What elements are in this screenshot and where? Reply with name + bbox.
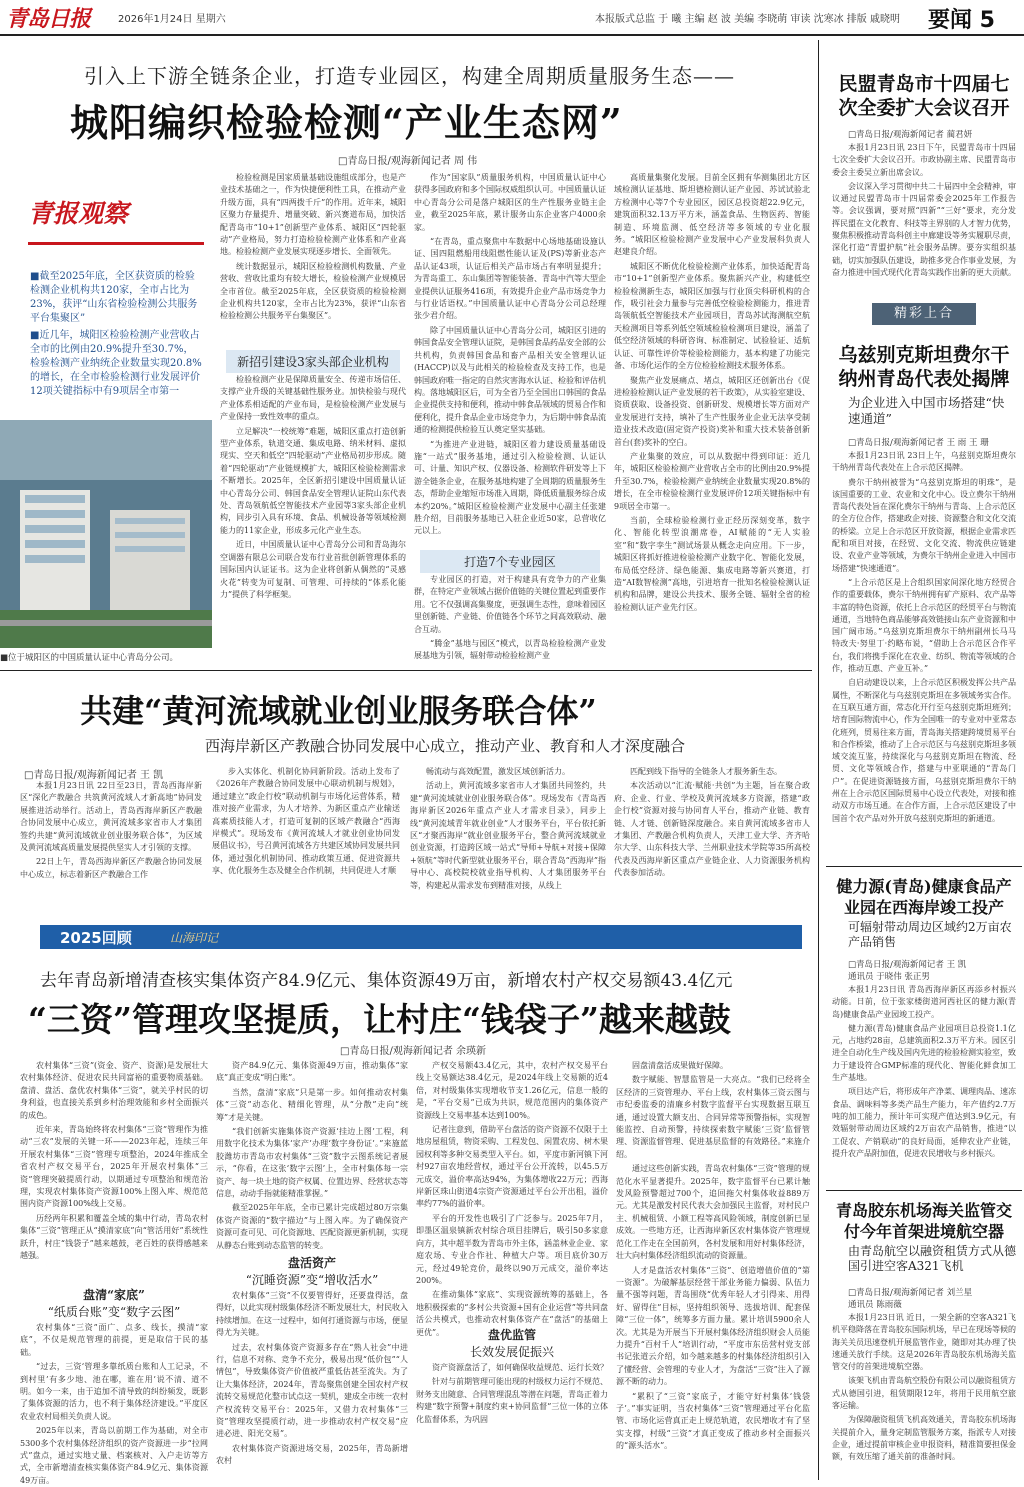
subhead-line: 盘活资产 xyxy=(287,1256,336,1270)
paragraph: 资产84.9亿元、集体资源49万亩，推动集体“家底”真正变成“明白账”。 xyxy=(216,1061,408,1083)
review-kicker: 去年青岛新增清查核实集体资产84.9亿元、集体资源49万亩，新增农村产权交易额43.4亿元 xyxy=(40,971,733,991)
sidebar-story-3-byline: □青岛日报/观海新闻记者 王 凯 通讯员 于晓伟 张正男 xyxy=(848,960,967,982)
sidebar-story-2-title: 乌兹别克斯坦费尔干纳州青岛代表处揭牌 xyxy=(838,344,1010,390)
lead-headline: 城阳编织检验检测“产业生态网” xyxy=(70,100,623,145)
review-column-1 xyxy=(20,1060,208,1280)
paragraph: 畅流动与高效配置，激发区域创新活力。 xyxy=(426,767,570,776)
paragraph: 项目达产后，将形成年产净菜、调理肉品、速冻食品、调味料等多类产品生产能力，年产值约2.7万吨的加工能力，预计年可实现产值达到3.9亿元，有效辐射带动周边区域约2万亩农产品销售，推进“以工促农、产销联动”的良好局面，延伸农业产业链，提升农产品附加值，促进农民增收与乡村振兴。 xyxy=(832,1087,1016,1158)
observation-label-box xyxy=(28,194,204,240)
lead-photo xyxy=(0,420,212,648)
paragraph: 数字赋能、智慧监管是一大亮点。“我们已经将全区经济的三资管理办、平台上线，农村集体三资云图与市纪委监委的清廉乡村数字监督平台实现数据互联互通，通过设置大额支出、合同异常等预警指标，实现智能监控、自动预警，持续探索数字赋能‘三资’监督管理、资源监督管理、促进基层监督的有效路径。”来施介绍。 xyxy=(616,1075,810,1159)
paragraph: 产业集聚的效应，可以从数据中得到印证：近几年，城阳区检验检测产业营收占全市的比例由20.9%提升至30.7%，检验检测产业纳统企业数量实现20.8%的增长，在全市检验检测行业发展评价12项关键指标中有9项居全市第一。 xyxy=(614,451,810,511)
review-subhead-3 xyxy=(416,1326,608,1360)
paragraph: 当前，全球检验检测行业正经历深刻变革，数字化、智能化转型浪潮席卷，AI赋能的“无人实验室”和“数字孪生”测试场景从概念走向应用。下一步，城阳区将抓好推进检验检测产业数字化、智能化发展，布局低空经济、绿色能源、集成电路等新兴赛道，打造“AI数智检测”高地，引进培育一批知名检验检测认证机构和品牌，建设公共技术、服务全链、辐射全省的检验检测认证产业先行区。 xyxy=(614,515,810,612)
lead-byline: □青岛日报/观海新闻记者 周 伟 xyxy=(338,156,478,167)
paragraph: 本报1月23日讯 青岛西海岸新区再添乡村振兴动能。日前，位于张家楼街道河西社区的健力源(青岛)健康食品产业园竣工投产。 xyxy=(832,985,1016,1019)
paragraph: “腾金”基地与园区”模式，以青岛检验检测产业发展基地为引领，辐射带动检验检测产业 xyxy=(414,639,606,661)
paragraph: 22日上午，青岛西海岸新区产教融合协同发展中心成立，标志着新区产教融合工作 xyxy=(20,857,202,879)
review-subhead-2 xyxy=(216,1254,408,1288)
sidebar-story-2-body xyxy=(832,450,1016,862)
review-byline: □青岛日报/观海新闻记者 余瑛新 xyxy=(340,1046,486,1057)
jingcai-label: 精彩上合 xyxy=(872,303,976,325)
lead-column-2 xyxy=(414,172,606,544)
lead-column-3 xyxy=(614,172,810,664)
paragraph: 记者注意到，借助平台盘活的资产资源不仅限于土地房屋租赁，物资采购、工程发包、闲置农房、树木果园权利等多种交易类型入平台。如，平度市新河镇下河村927亩农地经营权，通过平台公开流转，以45.5万元成交，溢价率高达94%，为集体增收22万元；西海岸新区珠山街道4宗资产资源通过平台公开出租，溢价率约77%的溢价率。 xyxy=(416,1125,608,1209)
paragraph: 在推动集体“家底”、实现资源统筹的基础上，各地积极探索的“多村公共资源+国有企业运营”等共同盘活公共模式，也推动农村集体资产在“盘活”的基础上更优”。 xyxy=(416,1290,608,1337)
paragraph: “我们创新实施集体资产资源‘挂边上图’工程，利用数字化技术为集体‘家产’办理‘数字身份证’。”来施蓝胶潍坊市青岛市农村集体“三资”数字云图系统记者展示，“你看，在这张‘数字云图’上，全市村集体每一宗资产、每一块土地的资产权属、位置边界、经营状态等信息，动动手指就能精准掌握。” xyxy=(216,1127,408,1199)
lead-column-1 xyxy=(220,172,406,348)
paragraph: 农村集体资产资源进场交易，2025年，青岛新增农村 xyxy=(216,1443,408,1466)
observation-rule xyxy=(28,242,204,245)
paragraph: 过去，农村集体资产资源多存在“熟人社会”中进行，信息不对称、竞争不充分，极易出现“低价包”“人情包”，导致集体资产价值被严重低估甚至流失。为了让大集体经济，2024年，青岛聚焦创建全国农村产权流转交易规范化整市试点这一契机，建成全市统一农村产权流转交易平台：2025年，又借力农村集体“三资”管理攻坚提质行动，进一步推动农村产权交易“应进必进、阳光交易”。 xyxy=(216,1342,408,1439)
key-stat: ■近几年，城阳区检验检测产业营收占全市的比例由20.9%提升至30.7%，检验检测产业纳统企业数量实现20.8%的增长，在全市检验检测行业发展评价12项关键指标中有9项居全市第一 xyxy=(30,330,202,397)
paragraph: 专业园区的打造，对于构建具有竞争力的产业集群，在特定产业领域占据价值链的关键位置起到重要作用。它不仅强调高集聚度，更强调生态性，意味着园区里创新链、产业链、价值链各个环节之间高效联动、融合互动。 xyxy=(414,575,606,634)
sidebar-story-1-body xyxy=(832,142,1016,292)
sidebar-story-3-body xyxy=(832,984,1016,1160)
sidebar-rule xyxy=(826,1190,1022,1191)
lead-column-2b xyxy=(414,574,606,664)
sidebar-story-4-subtitle: 由青岛航空以融资租赁方式从德国引进空客A321飞机 xyxy=(848,1244,1017,1273)
paragraph: 2025年以来，青岛以前期工作为基础，对全市5300多个农村集体经济组织的资产资源进一步“拉网式”盘点，通过实地丈量、档案核对、入户走访等方式，全市新增清查核实集体资产84.9亿元、集体资源49万亩。 xyxy=(20,1426,208,1485)
review-column-2 xyxy=(216,1060,408,1248)
paragraph: 除了中国质量认证中心青岛分公司，城阳区引进的韩国食品安全管理认证院，是韩国食品药品安全部的公共机构，负责韩国食品和畜产品相关安全管理认证(HACCP)以及与此相关的检验检查及支持工作，也是韩国政府唯一指定的自然灾害海水认证、检验和评估机构。落地城阳区后，可为全省乃至全国出口韩国的食品企业提供支持和便利，推动中韩食品领域的贸易合作和便利化，提升食品企业市场竞争力，为后期中韩食品流通的检测提供检验互认奠定坚实基础。 xyxy=(414,325,606,435)
paragraph: 聚焦产业发展痛点、堵点，城阳区还创新出台《促进检验检测认证产业发展的若干政策》，从实验室建设、资质获取、设备投资、创新研发、规模增长等方面对产业发展进行支持，填补了生产性服务业企业无法享受制造业技术改造(固定资产投资)奖补和重大技术装备创新首台(套)奖补的空白。 xyxy=(614,375,810,447)
paragraph: 本次活动以“汇流·赋能·共创”为主题，旨在聚合政府、企业、行业、学校及黄河流域多方资源，搭建“政企行校”资源对接与协同育人平台，推动产业链、教育链、人才链、创新链深度融合。来自黄河流域多省市人才集团、产教融合机构负责人，天津工业大学、齐齐哈尔大学、山东科技大学、兰州职业技术学院等35所高校代表及西海岸新区重点产业链企业、人力资源服务机构代表参加活动。 xyxy=(614,781,810,878)
issue-date: 2026年1月24日 星期六 xyxy=(118,14,226,25)
paragraph: 立足解决“一校统筹”难题，城阳区重点打造创新型产业体系，轨道交通、集成电路、纳米材料、虚拟现实、空天和低空“四轮驱动”产业格局初步形成。随着“四轮驱动”产业链规模扩大，城阳区检验检测需求不断增长。2025年，全区新招引建设中国质量认证中心青岛分公司、韩国食品安全管理认证院山东代表处、青岛领航低空智能技术产业园等3家头部企业机构，同步引入具有环境、食品、机械设备等领域检测能力的11家企业，形成多元化产业生态。 xyxy=(220,426,406,535)
subhead-line: 长效发展促振兴 xyxy=(469,1345,554,1359)
sidebar-story-3-subtitle: 可辐射带动周边区域约2万亩农产品销售 xyxy=(848,920,1012,949)
sidebar-rule xyxy=(826,866,1022,867)
review-headline: “三资”管理攻坚提质，让村庄“钱袋子”越来越鼓 xyxy=(28,1000,731,1039)
sidebar-story-2-byline: □青岛日报/观海新闻记者 王 雨 王 珊 xyxy=(848,438,989,448)
paragraph: 本报1月23日讯 22日至23日，青岛西海岸新区“深化产教融合 共筑黄河流域人才新高地”协同发展推进活动举行。活动上，青岛西海岸新区产教融合协同发展中心成立，黄河流域多家省市人才集团签约共建“黄河流域就业创业服务联合体”，为区域及黄河流域高质量发展提供坚实人才引领的支撑。 xyxy=(20,781,202,853)
review-column-1b xyxy=(20,1322,208,1485)
review-column-4 xyxy=(616,1060,810,1478)
paragraph: 近年来，青岛始终将农村集体“三资”管理作为推动“三农”发展的关键一环——2023年起，连续三年开展农村集体“三资”管理专项整治，2024年推成全省农村产权交易平台，2025年开展农村集体“三资”管理突破提质行动，以期通过专项整治和规范治理，实现农村集体资产资源100%上图入库、规范范围内资产资源100%线上交易。 xyxy=(20,1125,208,1209)
staff-credits: 本报版式总监 于 曦 主编 赵 波 美编 李晓萌 审读 沈寒冰 排版 戚晓明 xyxy=(595,14,900,25)
review-tag-secondary: 山海印记 xyxy=(170,931,219,945)
review-subhead-1 xyxy=(20,1286,208,1320)
paragraph: 农村集体“三资”(资金、资产、资源)是发展壮大农村集体经济、促进农民共同富裕的重要物质基础。盘清、盘活、盘优农村集体“三资”，就关乎村民的切身利益，也直接关系到乡村治理效能和乡村全面振兴的成色。 xyxy=(20,1061,208,1120)
paragraph: “上合示范区是上合组织国家间深化地方经贸合作的重要载体，费尔干纳州拥有矿产原料、农产品等丰富的特色资源，依托上合示范区的经贸平台与物流通道，当地特色商品能够高效链接山东产业资源和中国广阔市场。”乌兹别克斯坦费尔干纳州副州长马马特改夫·努里丁·约略布说，“借助上合示范区合作平台，我们将携手深化在农业、纺织、物流等领域的合作，推动互惠、产业互补。” xyxy=(832,577,1016,674)
paragraph: 本报1月23日讯 近日，一架全新的空客A321飞机平稳降落在青岛胶东国际机场，早已在现场等候的海关关员迅速登机开展监管作业，随即对其办理了快速通关放行手续。这是2026年青岛胶东机场海关监管交付的首架进境航空器。 xyxy=(832,1313,1016,1372)
paragraph: 匹配到线下指导的全链条人才服务新生态。 xyxy=(630,767,782,776)
paragraph: 统计数据显示，城阳区检验检测机构数量、产业营收、营收比重均有较大增长，检验检测产业规模居全市首位。截至2025年底，全区获资质的检验检测企业机构共120家，全市占比为23%，获评“山东省检验检测公共服务平台集聚区”。 xyxy=(220,261,406,321)
sidebar-story-4-title: 青岛胶东机场海关监管交付今年首架进境航空器 xyxy=(835,1201,1012,1241)
paragraph: 针对与前期管理可能出现的村级权力运行不规范、财务支出随意、合同管理混乱等潜在问题，青岛正着力构建“数字预警+制度约束+协同监督”三位一体的立体化监督体系，为巩固 xyxy=(416,1377,608,1424)
paragraph: “累积了“三资”家底子，才能守好村集体‘钱袋子’。”事实证明，当农村集体“三资”管理通过平台化监管、市场化运营真正走上规范轨道，农民增收才有了坚实支撑，村级“三资”才真正变成了推动乡村全面振兴的“源头活水”。 xyxy=(616,1391,810,1451)
paragraph: 农村集体“三资”不仅要管得好，还要盘得活，盘得好，以此实现村级集体经济不断发展壮大，村民收入持续增加。在这一过程中，如何打通资源与市场，便显得尤为关键。 xyxy=(216,1291,408,1338)
sidebar-story-4-byline: □青岛日报/观海新闻记者 刘兰星 通讯员 陈雨薇 xyxy=(848,1288,973,1310)
review-banner xyxy=(40,925,802,949)
story2-column-1 xyxy=(20,780,202,910)
paragraph: 当然，盘清“家底”只是第一步。如何推动农村集体“三资”动态化、精细化管理，从“分散”走向“统筹”才是关键。 xyxy=(216,1087,408,1122)
paragraph: 平台的开发性也吸引了广泛参与。2025年7月，即墨区温泉镇新农村综合项目挂牌后，吸引50多家意向方，其中超半数为青岛市外主体，涵盖林业企业、家庭农场、专业合作社、种植大户等。项目底价30万元，经过49轮竞价，最终以90万元成交，溢价率达200%。 xyxy=(416,1213,608,1285)
paragraph: 近日，中国质量认证中心青岛分公司和青岛海尔空调器有限总公司联合发布行业首批创新管理体系的国际国内认证证书。这为企业将创新从偶然的“灵感火花”转变为可复制、可管理、可持续的“体系化能力”提供了科学框架。 xyxy=(220,540,406,599)
review-column-3b xyxy=(416,1362,608,1478)
paragraph: 本报1月23日讯 23日上午，乌兹别克斯坦费尔干纳州青岛代表处在上合示范区揭牌。 xyxy=(832,451,1016,473)
paragraph: 会议深入学习贯彻中共二十届四中全会精神，审议通过民盟青岛市十四届常委会2025年工作报告等。会议强调，要对照“四新”“三好”要求，充分发挥民盟在文化教育、科技等主界别的人才智力优势，聚焦积极推动青岛科创主中廊建设等务实履职尽责，深化打造“青盟护航”社会服务品牌。要夯实组织基础，切实加强队伍建设，助推多党合作事业发展，为奋力推进中国式现代化青岛实践作出新的更大贡献。 xyxy=(832,181,1016,277)
page-section: 要闻 5 xyxy=(928,8,995,33)
lead-subhead-1: 新招引建设3家头部企业机构 xyxy=(226,350,400,373)
paragraph: 健力源(青岛)健康食品产业园项目总投资1.1亿元，占地约28亩，总建筑面积2.3万平方米。园区引进全自动化生产线及国内先进的检验检测实验室，致力于建设符合GMP标准的现代化、智能化鲜食加工生产基地。 xyxy=(832,1023,1016,1083)
paragraph: 为保障融资租赁飞机高效通关，青岛胶东机场海关提前介入，量身定制监管服务方案，指派专人对接企业，通过提前审核企业申报资料，精准简要担保金额，有效压缩了通关前的准备时间。 xyxy=(832,1415,1016,1462)
story2-byline: □青岛日报/观海新闻记者 王 凯 xyxy=(24,770,164,781)
subhead-line: 盘优监管 xyxy=(487,1328,536,1342)
paragraph: 检验检测产业是保障质量安全、传递市场信任、支撑产业升级的关键基础性服务业。加快检验与现代产业体系相适配的产业布局，是检验检测产业发展与产业保持一致性效率的重点。 xyxy=(220,375,406,422)
paragraph: “为推进产业进链，城阳区着力建设质量基础设施“一站式”服务基地，通过引入检验检测、认证认可、计量、知识产权、仪器设备、检测软件研发等上下游全链条企业，在服务基地构建了全周期的质量服务生态，帮助企业缩短市场准入周期，降低质量服务综合成本约20%。”城阳区检验检测产业发展中心副主任张建胜介绍，目前服务基地已入驻企业近50家，总营收亿元以上。 xyxy=(414,439,606,536)
paragraph: “过去，三资‘管理多靠纸质台账和人工记录，不到村里’有多少地、池在哪，谁在用’说不清、道不明。如今一来，由于追加不清导致的纠纷频发，既影了集体资源的活力，也不利于集体经济建设。”平度区农业农村局相关负责人说。 xyxy=(20,1362,208,1421)
paragraph: 该架飞机由青岛航空股份有限公司以融资租赁方式从德国引进，租赁期限12年，将用于民用航空旅客运输。 xyxy=(832,1376,1016,1411)
paragraph: 截至2025年年底，全市已累计完成超过80万宗集体资产资源的“数字描边”与上图入库。为了确保资产资源可查可见、可化资源地、匹配资源更新机制，实现从静态台账到动态监管的转变。 xyxy=(216,1203,408,1250)
sidebar-story-4-body xyxy=(832,1312,1016,1478)
paragraph: 检验检测是国家质量基础设施组成部分，也是产业技术基础之一，作为快捷便利性工具，在推动产业升级方面，具有“四两拨千斤”的作用。近年来，城阳区聚力存量提升、增量突破、新兴赛道布局，加快活配青岛市“10+1”创新型产业体系、城阳区“四轮驱动”产业格局，努力打造检验检测产业体系和产业高地。检验检测产业发展实现逐步增长、全面领先。 xyxy=(220,173,406,257)
sidebar-story-1-title: 民盟青岛市十四届七次全委扩大会议召开 xyxy=(838,73,1010,119)
sidebar-divider xyxy=(818,40,819,1480)
story2-column-4 xyxy=(614,766,810,910)
subhead-line: 盘清“家底” xyxy=(83,1288,145,1302)
paragraph: 农村集体“三资”面广、点多、线长，摸清“家底”，不仅是规范管理的前提，更是取信于民的基础。 xyxy=(20,1323,208,1357)
paragraph: 活动上，黄河流域多家省市人才集团共同签约，共建“黄河流域就业创业服务联合体”。现场发布《青岛西海岸新区2026年重点产业人才需求目录》，同步上线“黄河流域青年就业创业”人才服务平台，平台依托新区“才聚西海岸”就业创业服务平台，整合黄河流域就业创业资源，打造跨区域一站式“导师+导航+对接+保障+领航”等时代新型就业服务平台，联合青岛“西海岸”指导中心、高校院校就业指导机构、人才集团服务平台等，构建起从需求发布到精准对接，从线上 xyxy=(410,781,606,890)
section-divider xyxy=(0,670,812,671)
story2-column-2 xyxy=(212,766,400,910)
masthead-rule xyxy=(0,34,1024,36)
paragraph: 自启动建设以来，上合示范区积极发挥公共产品属性，不断深化与乌兹别克斯坦在多领域务实合作。在互联互通方面，常态化开行至乌兹别克斯坦班列；培育国际物流中心，作为全国唯一的专业对中亚常态化班列，贸易往来方面，青岛海关搭建跨境贸易平台和合作桥梁，推动了上合示范区与乌兹别克斯坦多领域交流互鉴，持续深化与乌兹别克斯坦在物流、经贸、文化等领域合作，搭建与中亚联通的“青岛门户”。在促进资源链接方面，乌兹别克斯坦费尔干纳州在上合示范区国际贸易中心设立代表处，对接和推动双方市场互通。在合作方面，上合示范区建设了中国首个农产品对外开放乌兹别克斯坦的新通道。 xyxy=(832,678,1016,823)
paragraph: 产权交易额43.4亿元，其中，农村产权交易平台线上交易额达38.4亿元，是2024年线上交易额的近4倍，对村级集体实现增收节支1.26亿元，信息一般的是，“平台交易”已成为共识，规范范围内的集体资产资源线上交易率基本达到100%。 xyxy=(416,1061,608,1120)
newspaper-logo: 青岛日报 xyxy=(6,6,91,32)
sidebar-story-2-subtitle: 为企业进入中国市场搭建“快速通道” xyxy=(848,395,1005,426)
observation-label: 青报观察 xyxy=(28,199,129,228)
story2-headline: 共建“黄河流域就业创业服务联合体” xyxy=(80,692,597,730)
paragraph: 固盘清盘活成果做好保障。 xyxy=(632,1061,728,1070)
lead-column-1b xyxy=(220,374,406,664)
subhead-line: “纸质台账”变“数字云图” xyxy=(47,1305,181,1319)
paragraph: 城阳区不断优化检验检测产业体系，加快适配青岛市“10+1”创新型产业体系。聚焦新兴产业，构建低空检验检测新生态，城阳区加强与行业顶尖科研机构的合作，吸引社会力量参与完善低空检验检测能力，推进青岛领航低空智能技术产业园项目，青岛苏试海测航空航天检测项目等系列低空领域检验检测项目建设，涵盖了低空经济领域的科研咨询、标准制定、试验验证、适航认证、可靠性评价等检验检测能力，基本构建了功能完备、市场化运作的全方位检验检测技术服务体系。 xyxy=(614,261,810,371)
review-column-2b xyxy=(216,1290,408,1478)
story2-subhead: 西海岸新区产教融合协同发展中心成立，推动产业、教育和人才深度融合 xyxy=(205,737,686,755)
lead-subhead-2: 打造7个专业园区 xyxy=(420,550,600,573)
paragraph: 资产资源盘活了，如何确保收益规范、运行长效？ xyxy=(432,1363,608,1372)
aerial-building-illustration xyxy=(0,420,212,648)
paragraph: “在青岛，重点聚焦中车数据中心场地基础设施认证、国四阻燃船用线阻燃性能认证及(PS)等新业态产品认证43项，认证后相关产品市场占有率明显提升；为青岛重工、东山集团等智能装备、青岛中汽等大型企业提供认证服务416项，有效提升企业产品市场竞争力与行业话语权。”中国质量认证中心青岛分公司总经理张少君介绍。 xyxy=(414,237,606,321)
sidebar-story-1-byline: □青岛日报/观海新闻记者 蔺君妍 xyxy=(848,130,973,140)
lead-kicker: 引入上下游全链条企业，打造专业园区，构建全周期质量服务生态—— xyxy=(84,64,735,88)
key-stats-note xyxy=(30,270,202,402)
paragraph: 高质量集聚化发展。目前全区拥有华测集团北方区域检测认证基地、斯坦德检测认证产业园、苏试试验北方检测中心等7个专业园区，园区总投资超22.9亿元，建筑面积32.13万平方米，涵盖食品、生物医药、智能制造、环境监测、低空经济等多领域的专业化服务。“城阳区检验检测产业发展中心产业发展科负责人赵建良介绍。 xyxy=(614,173,810,257)
key-stat: ■截至2025年底，全区获资质的检验检测企业机构共120家，全市占比为23%，获评“山东省检验检测公共服务平台集聚区” xyxy=(30,271,198,324)
paragraph: 通过这些创新实践，青岛农村集体“三资”管理的规范化水平显著提升。2025年，数字监督平台已累计触发风险预警超过700个，追回拖欠村集体收益889万元。尤其是激发村民代表大会加强民主监督，对村民户主、机械租赁、小额工程等高风险领域，制度创新巳显成效。一些地方还，让西海岸新区农村集体资产管理规范化工作走在全国前列，各村发展和用好村集体经济，壮大向村集体经济组织流动的资源量。 xyxy=(616,1164,810,1261)
paragraph: 人才是盘活农村集体“三资”、创造增值价值的“第一资源”。为破解基层经营干部业务能力偏弱、队伍力量不强等问题，青岛围绕“优秀年轻人才引得来、用得好、留得住”目标，坚持组织领导、选拔培训、配套保障“三位一体”，统筹多方面力量。累计培训5900余人次。尤其是为开展当下开展村集体经济组织财会人员能力提升“百村千人”培训行动，“平度市东岳营村党支部书记张道云介绍，如今越来越多的村集体经济组织引入了懂经营、会管理的专业人才，为盘活“三资”注入了源源不断的动力。 xyxy=(616,1265,810,1387)
paragraph: 历经两年积累和覆盖全域的集中行动，青岛农村集体“三资”管理正从“摸清家底”向“管活用好”系统性跃升，村庄“钱袋子”越来越鼓，老百姓的获得感越来越强。 xyxy=(20,1213,208,1261)
review-tag: 2025回顾 xyxy=(60,929,132,947)
paragraph: 作为“国家队”质量服务机构，中国质量认证中心获得多国政府和多个国际权威组织认可。中国质量认证中心青岛分公司是落户城阳区的生产性服务业链主企业，截至2025年底，累计服务山东企业客户4000余家。 xyxy=(414,173,606,232)
story2-column-3 xyxy=(410,766,606,910)
paragraph: 本报1月23日讯 23日下午，民盟青岛市十四届七次全委扩大会议召开。市政协副主席、民盟青岛市委会主委吴立新出席会议。 xyxy=(832,143,1016,177)
photo-caption: ■位于城阳区的中国质量认证中心青岛分公司。 xyxy=(0,653,179,663)
sidebar-story-3-title: 健力源(青岛)健康食品产业园在西海岸竣工投产 xyxy=(836,877,1012,917)
paragraph: 步入实体化、机制化协同新阶段。活动上发布了《2026年产教融合协同发展中心联动机制与规划》，通过建立“政企行校”联动机制与市场化运营体系，精准对接产业需求，为人才培养、为新区重点产业输送高素质技能人才，打造可复制的区域产教融合“西海岸模式”。现场发布《黄河流域人才就业创业协同发展倡议书》，号召黄河流域各方共建区域协同发展共同体，通过强化机制协同、推动政策互通、促进资源共享、优化服务生态及健全合作机制，共同促进人才顺 xyxy=(212,767,400,876)
subhead-line: “沉睡资源”变“增收活水” xyxy=(245,1273,379,1287)
paragraph: 费尔干纳州被誉为“乌兹别克斯坦的明珠”，是该国重要的工业、农业和文化中心。设立费尔干纳州青岛代表处旨在深化费尔干纳州与青岛、上合示范区的全方位合作，搭建政企对接、资源整合和文化交流的桥梁。立足上合示范区开放资源，根据企业需求匹配和项目对接，在经贸、文化交流、物流供应链建设、农业产业等领域，为费尔干纳州企业进入中国市场搭建“快速通道”。 xyxy=(832,477,1016,573)
